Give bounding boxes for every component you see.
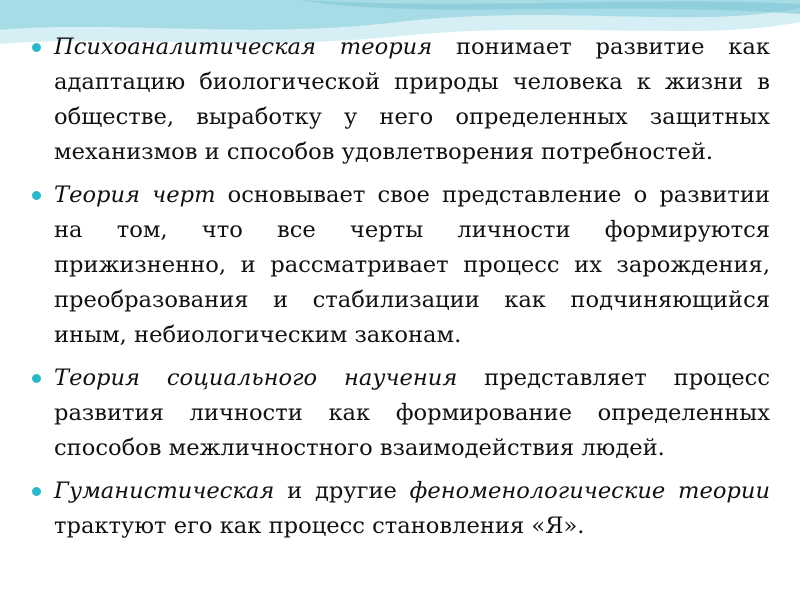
bullet-term: Психоаналитическая теория: [54, 34, 433, 60]
bullet-text: трактуют его как процесс становления «Я».: [54, 513, 585, 539]
bullet-text: понимает развитие как адаптацию биологической природы человека к жизни в обществе, выработку у него определенных защитных механизмов и способов удовлетворения потребностей.: [54, 34, 771, 165]
bullet-dot-icon: [32, 374, 41, 383]
bullet-term: Теория черт: [54, 182, 216, 208]
bullet-dot-icon: [32, 43, 41, 52]
bullet-item-trait-theory: [32, 178, 770, 353]
bullet-text-mid: и другие: [274, 478, 410, 504]
bullet-text: основывает свое представление о развитии на том, что все черты личности формируются прижизненно, и рассматривает процесс их зарождения, преобразования и стабилизации как подчиняющийся иным, небиологическим законам.: [54, 182, 770, 348]
bullet-item-social-learning: [32, 361, 770, 466]
bullet-item-humanistic: [32, 474, 770, 544]
bullet-list: [32, 30, 770, 552]
bullet-dot-icon: [32, 191, 41, 200]
bullet-term: Теория социального научения: [54, 365, 458, 391]
bullet-term-secondary: феноменологические теории: [409, 478, 770, 504]
bullet-item-psychoanalytic: [32, 30, 770, 170]
bullet-term: Гуманистическая: [54, 478, 275, 504]
bullet-text: представляет процесс развития личности как формирование определенных способов межличностного взаимодействия людей.: [54, 365, 770, 461]
bullet-dot-icon: [32, 487, 41, 496]
